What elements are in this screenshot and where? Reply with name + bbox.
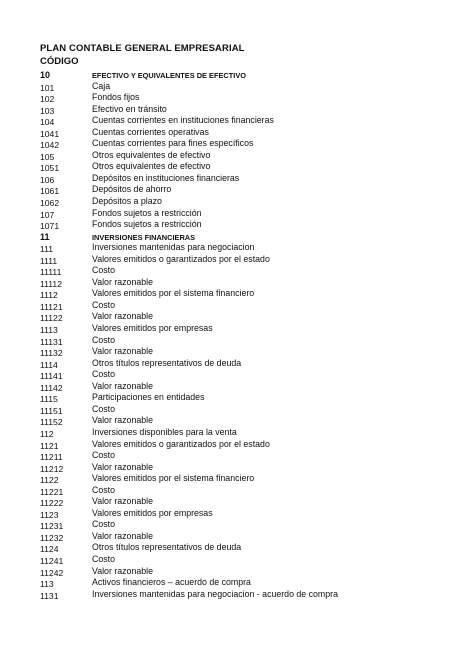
account-name: Valor razonable bbox=[92, 496, 153, 507]
account-name: Valores emitidos por el sistema financiero bbox=[92, 473, 255, 484]
account-row bbox=[0, 462, 474, 474]
account-name: Cuentas corrientes en instituciones financieras bbox=[92, 115, 274, 126]
account-name: Costo bbox=[92, 265, 115, 276]
account-row bbox=[0, 415, 474, 427]
account-code: 1042 bbox=[40, 140, 60, 151]
account-code: 11121 bbox=[40, 301, 63, 312]
account-row bbox=[0, 450, 474, 462]
account-name: Valores emitidos por el sistema financiero bbox=[92, 288, 255, 299]
account-row bbox=[0, 150, 474, 162]
account-name: Valor razonable bbox=[92, 530, 153, 541]
account-code: 11132 bbox=[40, 348, 63, 359]
code-column-header: CÓDIGO bbox=[40, 56, 79, 67]
account-code: 1131 bbox=[40, 590, 59, 601]
account-code: 1112 bbox=[40, 290, 58, 301]
account-code: 1041 bbox=[40, 128, 60, 139]
account-row bbox=[0, 254, 474, 266]
account-name: Valor razonable bbox=[92, 276, 153, 287]
account-code: 1061 bbox=[40, 186, 60, 197]
account-code: 11151 bbox=[40, 405, 63, 416]
account-code: 1124 bbox=[40, 544, 59, 555]
account-name: Costo bbox=[92, 334, 115, 345]
account-code: 1062 bbox=[40, 198, 60, 209]
account-row bbox=[0, 554, 474, 566]
account-code: 1114 bbox=[40, 359, 58, 370]
account-code: 11131 bbox=[40, 336, 63, 347]
account-code: 11232 bbox=[40, 532, 64, 543]
account-row bbox=[0, 92, 474, 104]
account-code: 11 bbox=[40, 231, 50, 242]
account-name: Valores emitidos o garantizados por el estado bbox=[92, 438, 270, 449]
account-name: Valor razonable bbox=[92, 380, 153, 391]
account-row bbox=[0, 404, 474, 416]
account-name: Cuentas corrientes para fines específicos bbox=[92, 138, 254, 149]
account-name: Costo bbox=[92, 369, 115, 380]
account-name: Valor razonable bbox=[92, 461, 153, 472]
account-name: Valores emitidos o garantizados por el estado bbox=[92, 253, 270, 264]
account-name: Fondos fijos bbox=[92, 92, 140, 103]
document-title: PLAN CONTABLE GENERAL EMPRESARIAL bbox=[40, 43, 245, 54]
account-row bbox=[0, 196, 474, 208]
account-row bbox=[0, 265, 474, 277]
account-name: Costo bbox=[92, 299, 115, 310]
account-code: 1051 bbox=[40, 163, 60, 174]
account-code: 106 bbox=[40, 174, 55, 185]
account-row bbox=[0, 311, 474, 323]
account-row bbox=[0, 184, 474, 196]
account-row bbox=[0, 577, 474, 589]
account-row bbox=[0, 346, 474, 358]
account-code: 1115 bbox=[40, 394, 58, 405]
account-code: 11212 bbox=[40, 463, 64, 474]
account-row bbox=[0, 161, 474, 173]
account-name: Activos financieros – acuerdo de compra bbox=[92, 577, 251, 588]
account-name: Fondos sujetos a restricción bbox=[92, 219, 202, 230]
account-row bbox=[0, 589, 474, 601]
account-row bbox=[0, 219, 474, 231]
account-code: 1122 bbox=[40, 475, 59, 486]
account-list bbox=[0, 69, 474, 600]
account-row bbox=[0, 508, 474, 520]
account-name: Valor razonable bbox=[92, 311, 153, 322]
account-row bbox=[0, 358, 474, 370]
account-name: Inversiones disponibles para la venta bbox=[92, 426, 237, 437]
account-code: 113 bbox=[40, 579, 54, 590]
account-row bbox=[0, 335, 474, 347]
account-row bbox=[0, 473, 474, 485]
account-code: 11231 bbox=[40, 521, 64, 532]
account-row bbox=[0, 392, 474, 404]
account-name: INVERSIONES FINANCIERAS bbox=[92, 232, 196, 242]
account-name: Depósitos en instituciones financieras bbox=[92, 172, 240, 183]
account-row bbox=[0, 381, 474, 393]
account-row bbox=[0, 300, 474, 312]
account-code: 104 bbox=[40, 117, 55, 128]
account-row bbox=[0, 288, 474, 300]
account-name: Otros títulos representativos de deuda bbox=[92, 542, 242, 553]
account-code: 11112 bbox=[40, 278, 62, 289]
account-row bbox=[0, 173, 474, 185]
account-name: Costo bbox=[92, 403, 115, 414]
account-name: Participaciones en entidades bbox=[92, 392, 205, 403]
account-name: Cuentas corrientes operativas bbox=[92, 126, 209, 137]
account-code: 11241 bbox=[40, 555, 64, 566]
account-name: Depósitos a plazo bbox=[92, 196, 162, 207]
account-row bbox=[0, 115, 474, 127]
account-row bbox=[0, 566, 474, 578]
account-row bbox=[0, 138, 474, 150]
account-name: Fondos sujetos a restricción bbox=[92, 207, 202, 218]
account-code: 105 bbox=[40, 151, 55, 162]
account-name: Caja bbox=[92, 80, 111, 91]
account-code: 11141 bbox=[40, 371, 63, 382]
account-row bbox=[0, 485, 474, 497]
account-row bbox=[0, 104, 474, 116]
account-name: Valor razonable bbox=[92, 415, 153, 426]
account-code: 101 bbox=[40, 82, 55, 93]
account-name: Costo bbox=[92, 519, 115, 530]
account-row bbox=[0, 208, 474, 220]
account-group-row bbox=[0, 231, 474, 243]
account-code: 11211 bbox=[40, 452, 63, 463]
account-row bbox=[0, 531, 474, 543]
account-name: Costo bbox=[92, 553, 115, 564]
account-row bbox=[0, 519, 474, 531]
account-row bbox=[0, 242, 474, 254]
account-group-row bbox=[0, 69, 474, 81]
account-name: Otros títulos representativos de deuda bbox=[92, 357, 242, 368]
account-row bbox=[0, 369, 474, 381]
account-code: 112 bbox=[40, 428, 54, 439]
account-name: Depósitos de ahorro bbox=[92, 184, 172, 195]
account-name: EFECTIVO Y EQUIVALENTES DE EFECTIVO bbox=[92, 71, 246, 80]
account-code: 11142 bbox=[40, 382, 63, 393]
account-name: Inversiones mantenidas para negociacion bbox=[92, 242, 255, 253]
account-code: 1121 bbox=[40, 440, 59, 451]
account-row bbox=[0, 427, 474, 439]
account-name: Valores emitidos por empresas bbox=[92, 507, 213, 518]
account-code: 107 bbox=[40, 209, 55, 220]
account-code: 103 bbox=[40, 105, 55, 116]
account-name: Costo bbox=[92, 484, 115, 495]
account-name: Inversiones mantenidas para negociacion - acuerdo de compra bbox=[92, 588, 338, 599]
account-code: 111 bbox=[40, 244, 54, 255]
account-code: 11242 bbox=[40, 567, 64, 578]
account-name: Valor razonable bbox=[92, 346, 153, 357]
account-code: 1123 bbox=[40, 509, 59, 520]
account-row bbox=[0, 81, 474, 93]
account-code: 1111 bbox=[40, 255, 58, 266]
account-code: 11152 bbox=[40, 417, 63, 428]
account-code: 1071 bbox=[40, 221, 60, 232]
account-row bbox=[0, 542, 474, 554]
account-code: 11122 bbox=[40, 313, 63, 324]
account-row bbox=[0, 277, 474, 289]
account-row bbox=[0, 496, 474, 508]
account-code: 11221 bbox=[40, 486, 64, 497]
account-name: Valores emitidos por empresas bbox=[92, 323, 213, 334]
account-row bbox=[0, 323, 474, 335]
account-name: Valor razonable bbox=[92, 565, 153, 576]
account-row bbox=[0, 439, 474, 451]
account-code: 10 bbox=[40, 70, 51, 80]
account-row bbox=[0, 127, 474, 139]
account-code: 11111 bbox=[40, 267, 62, 278]
account-code: 11222 bbox=[40, 498, 64, 509]
account-code: 102 bbox=[40, 94, 55, 105]
account-name: Efectivo en tránsito bbox=[92, 103, 167, 114]
account-code: 1113 bbox=[40, 325, 58, 336]
account-name: Costo bbox=[92, 450, 115, 461]
account-name: Otros equivalentes de efectivo bbox=[92, 161, 211, 172]
account-name: Otros equivalentes de efectivo bbox=[92, 149, 211, 160]
